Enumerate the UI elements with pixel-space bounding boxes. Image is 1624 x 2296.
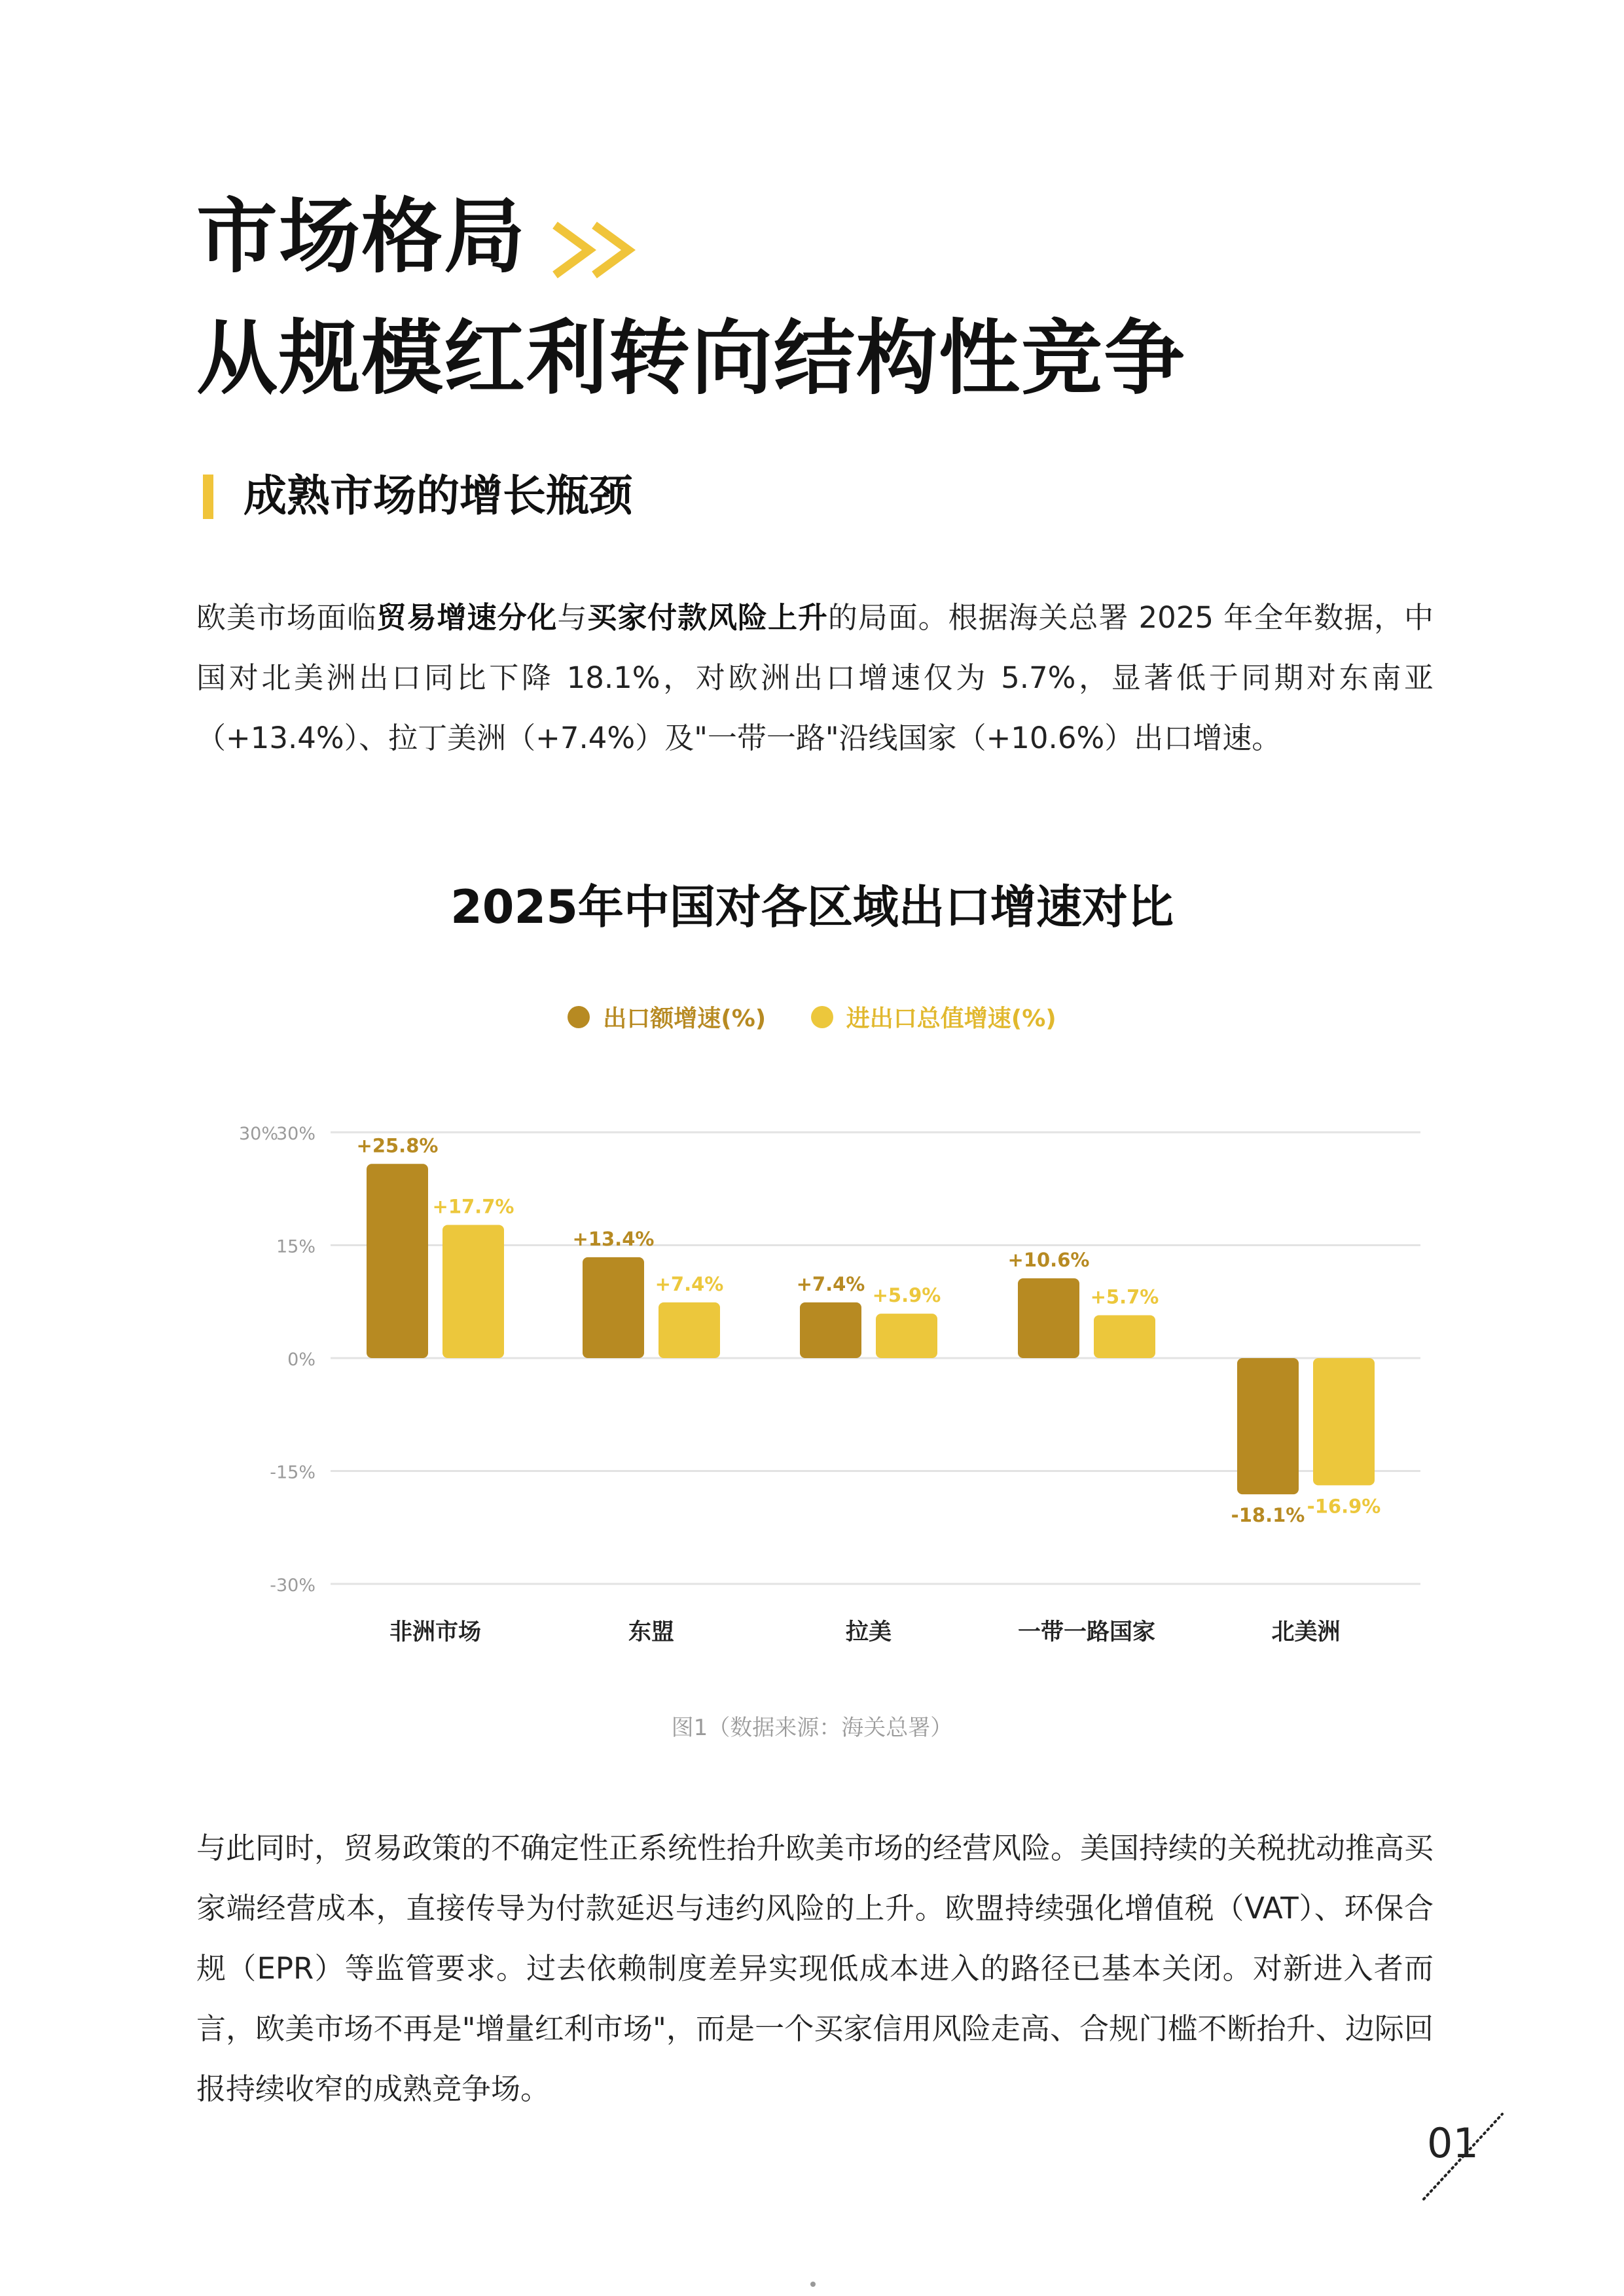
- data-label: -16.9%: [1307, 1495, 1381, 1518]
- data-label: +7.4%: [655, 1272, 724, 1295]
- category-label: 东盟: [628, 1619, 675, 1645]
- bar: [442, 1225, 504, 1358]
- data-label: +5.7%: [1090, 1285, 1159, 1308]
- legend-dot-icon: [568, 1006, 590, 1028]
- dotted-slash-decoration: [1417, 2108, 1509, 2206]
- data-label: -18.1%: [1231, 1504, 1305, 1527]
- category-label: 一带一路国家: [1017, 1619, 1156, 1645]
- bar: [800, 1302, 861, 1358]
- para-text: 的局面。根据海关总署 2025 年全年数据，中国对北美洲出口同比下降 18.1%，对欧洲出口增速仅为 5.7%，显著低于同期对东南亚（+13.4%）、拉丁美洲（+7.4%）及"一带一路"沿线国家（+10.6%）出口增速。: [196, 600, 1434, 755]
- data-label: +13.4%: [572, 1227, 655, 1250]
- data-label: +17.7%: [432, 1195, 514, 1218]
- legend-item-export: [568, 1000, 766, 1033]
- y-tick-label: -15%: [270, 1462, 316, 1483]
- legend-label: 出口额增速(%): [603, 1005, 767, 1032]
- page-number: 01: [1427, 2119, 1479, 2167]
- legend-dot-icon: [811, 1006, 833, 1028]
- chart-caption: 图1（数据来源：海关总署）: [671, 1715, 953, 1741]
- page-title-line2: 从规模红利转向结构性竞争: [196, 312, 1187, 406]
- para-bold-text: 买家付款风险上升: [587, 600, 828, 635]
- intro-paragraph: [196, 588, 1434, 768]
- para-text: 欧美市场面临: [196, 600, 377, 635]
- data-label: +5.9%: [872, 1284, 941, 1307]
- bar: [367, 1164, 428, 1358]
- bar: [1313, 1358, 1375, 1485]
- data-label: +7.4%: [796, 1272, 865, 1295]
- y-tick-label: -30%: [270, 1575, 316, 1596]
- bar: [659, 1302, 720, 1358]
- data-label: +25.8%: [356, 1134, 439, 1157]
- section-title: 成熟市场的增长瓶颈: [244, 471, 632, 521]
- section-accent-bar: [203, 475, 213, 519]
- legend-label: 进出口总值增速(%): [846, 1005, 1056, 1032]
- bar: [1018, 1278, 1079, 1358]
- y-tick-label: 30%: [276, 1124, 316, 1144]
- para-bold-text: 贸易增速分化: [376, 600, 558, 635]
- category-label: 拉美: [845, 1619, 892, 1645]
- y-tick-label: 15%: [276, 1236, 316, 1257]
- bar: [1094, 1315, 1155, 1358]
- y-tick-label: 0%: [287, 1350, 316, 1370]
- chart-title: 2025年中国对各区域出口增速对比: [450, 880, 1174, 934]
- double-chevron-icon: [550, 217, 648, 283]
- category-label: 北美洲: [1271, 1619, 1341, 1645]
- bar-chart: [0, 1086, 1624, 1676]
- chart-legend: [0, 1000, 1624, 1033]
- bar: [583, 1257, 644, 1358]
- para-text: 与: [557, 600, 588, 635]
- data-label: +10.6%: [1007, 1249, 1090, 1272]
- y-tick-label-extra: 30%: [238, 1124, 278, 1144]
- bar: [1237, 1358, 1299, 1494]
- footer-dot: [810, 2282, 816, 2287]
- category-label: 非洲市场: [389, 1619, 482, 1645]
- bar: [876, 1314, 937, 1358]
- page-title-line1: 市场格局: [196, 190, 527, 284]
- legend-item-total: [811, 1000, 1056, 1033]
- body-paragraph: 与此同时，贸易政策的不确定性正系统性抬升欧美市场的经营风险。美国持续的关税扰动推高买家端经营成本，直接传导为付款延迟与违约风险的上升。欧盟持续强化增值税（VAT）、环保合规（EPR）等监管要求。过去依赖制度差异实现低成本进入的路径已基本关闭。对新进入者而言，欧美市场不再是"增量红利市场"，而是一个买家信用风险走高、合规门槛不断抬升、边际回报持续收窄的成熟竞争场。: [196, 1831, 1434, 2106]
